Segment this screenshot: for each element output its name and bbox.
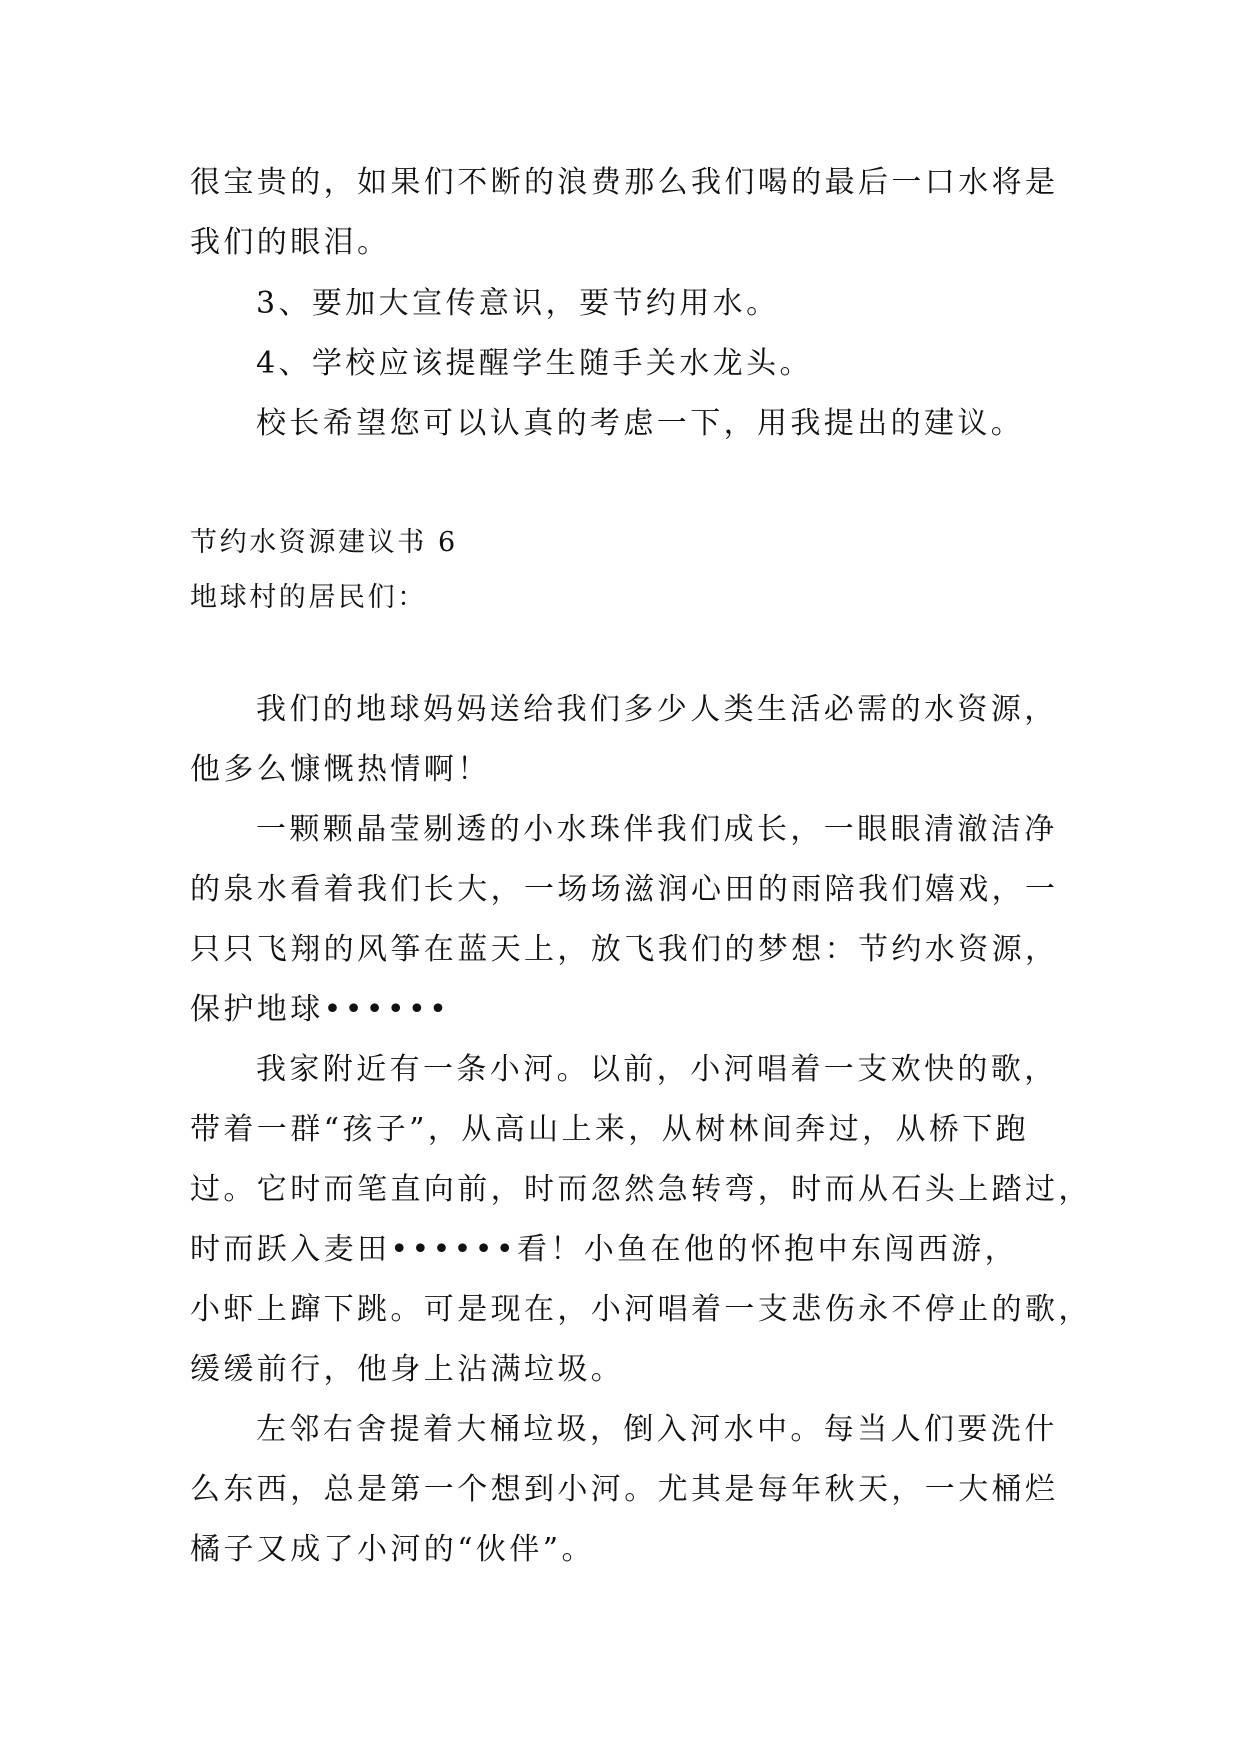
salutation: 地球村的居民们：	[190, 582, 427, 613]
paragraph-line: 我们的地球妈妈送给我们多少人类生活必需的水资源，	[256, 692, 1058, 727]
paragraph-line: 我家附近有一条小河。以前，小河唱着一支欢快的歌，	[256, 1052, 1058, 1087]
paragraph-line: 保护地球••••••	[190, 992, 451, 1027]
section-title: 节约水资源建议书 6	[190, 527, 458, 558]
paragraph-line: 缓缓前行，他身上沾满垃圾。	[190, 1352, 625, 1387]
paragraph-line: 一颗颗晶莹剔透的小水珠伴我们成长，一眼眼清澈洁净	[256, 812, 1058, 847]
paragraph-line: 么东西，总是第一个想到小河。尤其是每年秋天，一大桶烂	[190, 1472, 1059, 1507]
paragraph-line: 小虾上蹿下跳。可是现在，小河唱着一支悲伤永不停止的歌，	[190, 1292, 1092, 1327]
paragraph-line: 橘子又成了小河的“伙伴”。	[190, 1532, 595, 1567]
paragraph-line: 带着一群“孩子”，从高山上来，从树林间奔过，从桥下跑	[190, 1112, 1030, 1147]
paragraph-line: 左邻右舍提着大桶垃圾，倒入河水中。每当人们要洗什	[256, 1412, 1058, 1447]
paragraph-line: 我们的眼泪。	[190, 225, 391, 260]
suggestion-item: 3、要加大宣传意识，要节约用水。	[256, 286, 780, 321]
paragraph-line: 的泉水看着我们长大，一场场滋润心田的雨陪我们嬉戏，一	[190, 872, 1059, 907]
suggestion-item: 4、学校应该提醒学生随手关水龙头。	[256, 346, 813, 381]
paragraph-line: 只只飞翔的风筝在蓝天上，放飞我们的梦想：节约水资源，	[190, 932, 1059, 967]
closing-line: 校长希望您可以认真的考虑一下，用我提出的建议。	[256, 406, 1025, 441]
paragraph-line: 很宝贵的，如果们不断的浪费那么我们喝的最后一口水将是	[190, 165, 1059, 200]
paragraph-line: 他多么慷慨热情啊！	[190, 752, 491, 787]
paragraph-line: 时而跃入麦田••••••看！小鱼在他的怀抱中东闯西游，	[190, 1232, 1018, 1267]
paragraph-line: 过。它时而笔直向前，时而忽然急转弯，时而从石头上踏过，	[190, 1172, 1092, 1207]
